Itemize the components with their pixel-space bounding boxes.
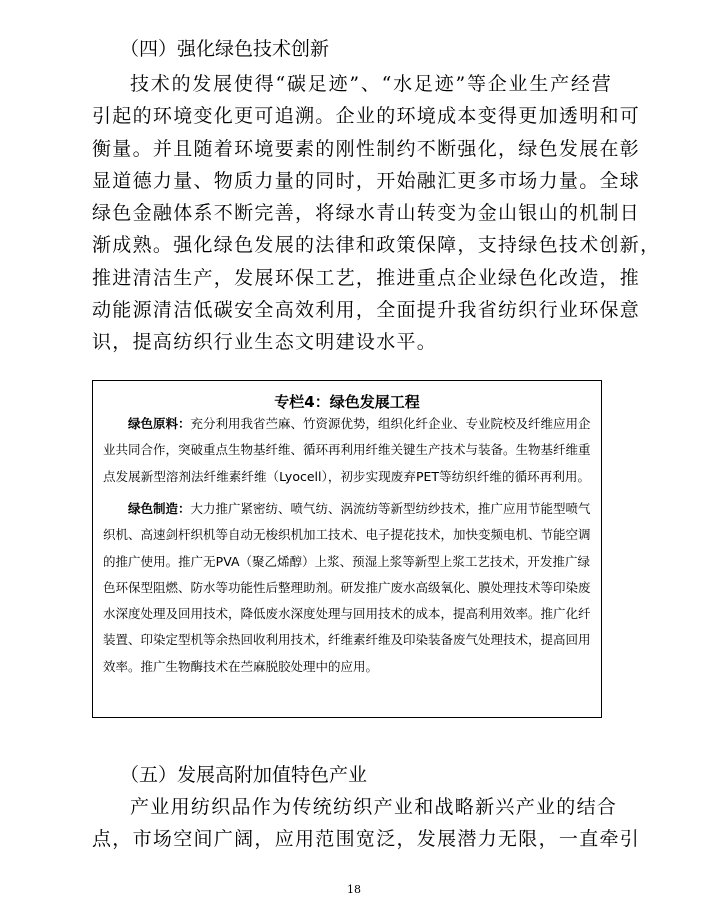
box-line: 业共同合作，突破重点生物基纤维、循环再利用纤维关键生产技术与装备。生物基纤维重 (103, 442, 591, 458)
box-line-text: 大力推广紧密纺、喷气纺、涡流纺等新型纺纱技术，推广应用节能型喷气 (190, 501, 591, 516)
section-4-heading: （四）强化绿色技术创新 (120, 38, 330, 60)
paragraph-line: 产业用纺织品作为传统纺织产业和战略新兴产业的结合 (130, 796, 618, 818)
paragraph-line: 点，市场空间广阔，应用范围宽泛，发展潜力无限，一直牵引 (92, 828, 641, 851)
box-item-label: 绿色制造： (128, 501, 191, 516)
box-line: 织机、高速剑杆织机等自动无梭织机加工技术、电子提花技术，加快变频电机、节能空调 (103, 527, 591, 543)
box-line-text: 充分利用我省苎麻、竹资源优势，组织化纤企业、专业院校及纤维应用企 (190, 416, 591, 431)
box-line: 色环保型阻燃、防水等功能性后整理助剂。研发推广废水高级氧化、膜处理技术等印染废 (103, 579, 591, 595)
paragraph-line: 显道德力量、物质力量的同时，开始融汇更多市场力量。全球 (92, 169, 641, 192)
section-5-heading: （五）发展高附加值特色产业 (120, 764, 368, 786)
box-item-green-materials (103, 411, 590, 490)
box-line: 装置、印染定型机等余热回收利用技术，纤维素纤维及印染装备废气处理技术，提高回用 (103, 632, 591, 648)
box-line: 效率。推广生物酶技术在苎麻脱胶处理中的应用。 (103, 658, 379, 674)
paragraph-line: 绿色金融体系不断完善，将绿水青山转变为金山银山的机制日 (92, 202, 641, 225)
box-line (103, 496, 590, 522)
paragraph-line: 技术的发展使得“碳足迹”、“水足迹”等企业生产经营 (130, 73, 612, 95)
section-4-paragraph (92, 68, 661, 359)
box-title: 专栏4：绿色发展工程 (274, 393, 420, 411)
box-line: 水深度处理及回用技术，降低废水深度处理与回用技术的成本，提高利用效率。推广化纤 (103, 606, 591, 622)
box-line (103, 411, 590, 437)
box-item-green-manufacturing (103, 496, 590, 680)
paragraph-line: 衡量。并且随着环境要素的刚性制约不断强化，绿色发展在彰 (92, 137, 641, 160)
section-5-paragraph (92, 791, 641, 856)
paragraph-line: 动能源清洁低碳安全高效利用，全面提升我省纺织行业环保意 (92, 299, 641, 322)
box-item-label: 绿色原料： (128, 416, 191, 431)
sidebar-box-green-development (92, 380, 602, 718)
box-line: 的推广使用。推广无PVA（聚乙烯醇）上浆、预湿上浆等新型上浆工艺技术，开发推广绿 (103, 553, 590, 569)
paragraph-line: 引起的环境变化更可追溯。企业的环境成本变得更加透明和可 (92, 105, 641, 128)
box-line: 点发展新型溶剂法纤维素纤维（Lyocell），初步实现废弃PET等纺织纤维的循环再利用。 (103, 468, 590, 484)
paragraph-line: 渐成熟。强化绿色发展的法律和政策保障，支持绿色技术创新， (92, 234, 661, 257)
page-number: 18 (347, 883, 361, 896)
paragraph-line: 推进清洁生产，发展环保工艺，推进重点企业绿色化改造，推 (92, 266, 641, 289)
paragraph-line: 识，提高纺织行业生态文明建设水平。 (92, 331, 438, 354)
